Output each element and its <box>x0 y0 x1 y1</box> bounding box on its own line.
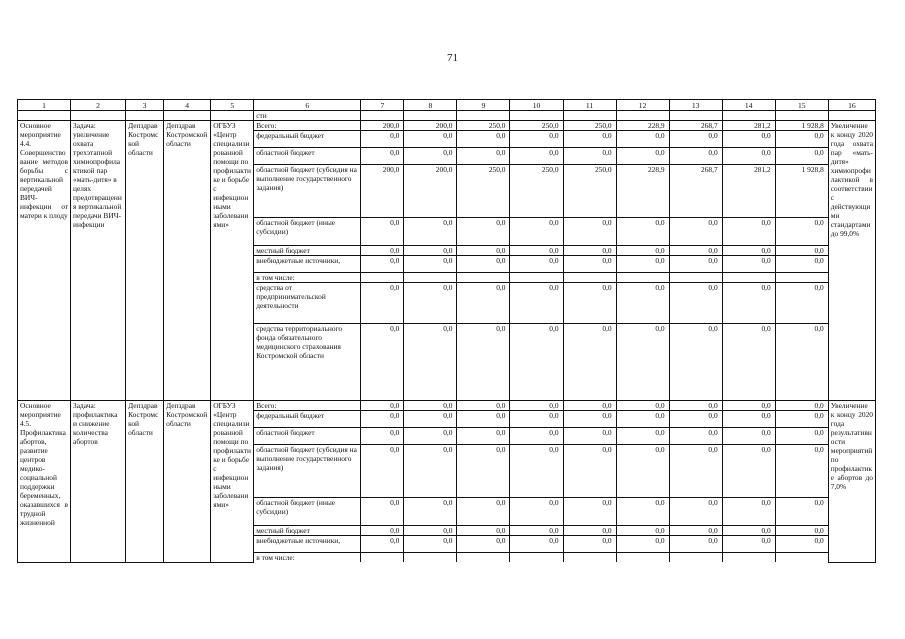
value-cell: 0,0 <box>510 428 563 445</box>
value-cell: 0,0 <box>563 283 616 324</box>
header-cell: 2 <box>71 100 126 111</box>
value-cell: 0,0 <box>361 445 404 498</box>
value-cell: 0,0 <box>457 256 510 273</box>
coexecutor-cell: Депздрав Костромской области <box>164 121 211 401</box>
carryover-cell <box>211 111 254 121</box>
value-cell: 0,0 <box>775 148 828 165</box>
value-cell: 0,0 <box>404 218 457 246</box>
funding-source-cell: внебюджетные источники, <box>254 256 361 273</box>
value-cell: 281,2 <box>722 165 775 218</box>
value-cell: 0,0 <box>669 428 722 445</box>
value-cell: 0,0 <box>722 445 775 498</box>
value-cell: 0,0 <box>361 401 404 411</box>
activity-cell: Основное мероприятие 4.5. Профилактика абортов, развитие центров медико-социальной поддержки беременных, оказавшихся в трудной жизненной <box>18 401 71 563</box>
carryover-cell <box>404 111 457 121</box>
value-cell: 0,0 <box>510 401 563 411</box>
value-cell <box>669 273 722 283</box>
value-cell: 0,0 <box>722 246 775 256</box>
value-cell: 0,0 <box>361 256 404 273</box>
funding-source-cell: областной бюджет (иные субсидии) <box>254 498 361 526</box>
value-cell: 200,0 <box>361 165 404 218</box>
value-cell: 0,0 <box>404 148 457 165</box>
value-cell <box>722 553 775 563</box>
value-cell: 0,0 <box>775 283 828 324</box>
value-cell: 0,0 <box>510 283 563 324</box>
value-cell: 0,0 <box>457 283 510 324</box>
value-cell: 0,0 <box>775 401 828 411</box>
participant-cell: ОГБУЗ «Центр специализированной помощи по профилактике и борьбе с инфекционными заболеваниями» <box>211 121 254 401</box>
value-cell <box>361 553 404 563</box>
value-cell: 200,0 <box>404 121 457 131</box>
value-cell: 0,0 <box>510 148 563 165</box>
carryover-cell <box>457 111 510 121</box>
task-cell: Задача: профилактика и снижение количества абортов <box>71 401 126 563</box>
value-cell: 0,0 <box>722 256 775 273</box>
funding-source-cell: в том числе: <box>254 273 361 283</box>
header-cell: 3 <box>126 100 164 111</box>
carryover-cell <box>722 111 775 121</box>
value-cell: 0,0 <box>669 148 722 165</box>
value-cell: 0,0 <box>775 246 828 256</box>
value-cell: 0,0 <box>563 246 616 256</box>
funding-source-cell: в том числе: <box>254 553 361 563</box>
value-cell: 0,0 <box>361 218 404 246</box>
value-cell: 0,0 <box>457 428 510 445</box>
value-cell: 0,0 <box>404 445 457 498</box>
executor-cell: Депздрав Костромской области <box>126 401 164 563</box>
coexecutor-cell: Депздрав Костромской области <box>164 401 211 563</box>
value-cell: 250,0 <box>510 165 563 218</box>
value-cell: 0,0 <box>457 498 510 526</box>
value-cell: 1 928,8 <box>775 165 828 218</box>
value-cell: 0,0 <box>616 498 669 526</box>
value-cell: 0,0 <box>510 498 563 526</box>
value-cell: 0,0 <box>404 401 457 411</box>
value-cell: 228,9 <box>616 121 669 131</box>
value-cell: 0,0 <box>457 411 510 428</box>
value-cell: 0,0 <box>722 428 775 445</box>
value-cell <box>616 553 669 563</box>
funding-source-cell: средства территориального фонда обязательного медицинского страхования Костромской области <box>254 324 361 401</box>
header-cell: 7 <box>361 100 404 111</box>
header-cell: 10 <box>510 100 563 111</box>
value-cell: 0,0 <box>722 411 775 428</box>
value-cell: 0,0 <box>669 256 722 273</box>
carryover-cell <box>18 111 71 121</box>
value-cell: 0,0 <box>616 218 669 246</box>
funding-source-cell: средства от предпринимательской деятельности <box>254 283 361 324</box>
value-cell <box>616 273 669 283</box>
header-cell: 11 <box>563 100 616 111</box>
carryover-cell <box>828 111 875 121</box>
value-cell: 0,0 <box>775 428 828 445</box>
value-cell: 0,0 <box>457 218 510 246</box>
value-cell: 0,0 <box>775 256 828 273</box>
value-cell: 0,0 <box>361 148 404 165</box>
value-cell: 0,0 <box>563 131 616 148</box>
value-cell: 0,0 <box>361 498 404 526</box>
executor-cell: Депздрав Костромской области <box>126 121 164 401</box>
value-cell: 0,0 <box>457 131 510 148</box>
value-cell: 0,0 <box>616 401 669 411</box>
value-cell: 0,0 <box>510 256 563 273</box>
value-cell: 250,0 <box>457 121 510 131</box>
value-cell: 0,0 <box>404 411 457 428</box>
value-cell: 0,0 <box>361 283 404 324</box>
value-cell: 0,0 <box>775 411 828 428</box>
carryover-cell <box>71 111 126 121</box>
activity-cell: Основное мероприятие 4.4. Совершенствование методов борьбы с вертикальной передачей ВИЧ-инфекции от матери к плоду <box>18 121 71 401</box>
value-cell: 0,0 <box>404 256 457 273</box>
header-cell: 13 <box>669 100 722 111</box>
value-cell: 0,0 <box>563 256 616 273</box>
value-cell: 0,0 <box>563 218 616 246</box>
value-cell: 0,0 <box>669 411 722 428</box>
value-cell <box>510 273 563 283</box>
funding-source-cell: областной бюджет (субсидия на выполнение государственного задания) <box>254 165 361 218</box>
value-cell: 0,0 <box>722 148 775 165</box>
value-cell: 0,0 <box>616 445 669 498</box>
value-cell: 0,0 <box>722 526 775 536</box>
value-cell: 0,0 <box>457 536 510 553</box>
result-cell: Увеличение к концу 2020 года охвата пар «мать-дитя» химиопрофилактикой в соответствии с действующими стандартами до 99,0% <box>828 121 875 401</box>
value-cell: 0,0 <box>457 324 510 401</box>
value-cell <box>775 273 828 283</box>
header-cell: 6 <box>254 100 361 111</box>
value-cell: 0,0 <box>775 131 828 148</box>
value-cell: 0,0 <box>722 536 775 553</box>
value-cell: 0,0 <box>510 131 563 148</box>
value-cell: 0,0 <box>563 498 616 526</box>
value-cell <box>775 553 828 563</box>
value-cell: 0,0 <box>457 401 510 411</box>
value-cell: 1 928,8 <box>775 121 828 131</box>
value-cell: 200,0 <box>404 165 457 218</box>
value-cell: 0,0 <box>563 428 616 445</box>
funding-source-cell: федеральный бюджет <box>254 131 361 148</box>
carryover-text: сти <box>254 111 361 121</box>
value-cell: 0,0 <box>616 536 669 553</box>
header-row <box>18 100 876 111</box>
value-cell: 0,0 <box>361 536 404 553</box>
carryover-cell <box>669 111 722 121</box>
carryover-cell <box>361 111 404 121</box>
carryover-cell <box>126 111 164 121</box>
value-cell: 0,0 <box>669 536 722 553</box>
value-cell: 0,0 <box>669 526 722 536</box>
value-cell: 0,0 <box>669 498 722 526</box>
result-cell: Увеличение к концу 2020 года результативности мероприятий по профилактике абортов до 7,0% <box>828 401 875 563</box>
header-cell: 15 <box>775 100 828 111</box>
value-cell: 0,0 <box>361 526 404 536</box>
value-cell: 250,0 <box>510 121 563 131</box>
header-cell: 14 <box>722 100 775 111</box>
value-cell <box>669 553 722 563</box>
funding-source-cell: Всего: <box>254 121 361 131</box>
funding-source-cell: областной бюджет <box>254 428 361 445</box>
value-cell: 0,0 <box>361 246 404 256</box>
carryover-cell <box>563 111 616 121</box>
value-cell: 0,0 <box>722 324 775 401</box>
value-cell <box>457 273 510 283</box>
value-cell: 0,0 <box>722 401 775 411</box>
funding-source-cell: Всего: <box>254 401 361 411</box>
value-cell: 0,0 <box>722 131 775 148</box>
value-cell: 268,7 <box>669 121 722 131</box>
value-cell: 0,0 <box>669 218 722 246</box>
value-cell: 0,0 <box>510 218 563 246</box>
value-cell: 200,0 <box>361 121 404 131</box>
value-cell: 250,0 <box>563 121 616 131</box>
header-cell: 16 <box>828 100 875 111</box>
funding-source-cell: федеральный бюджет <box>254 411 361 428</box>
budget-table <box>17 99 876 563</box>
value-cell: 0,0 <box>775 498 828 526</box>
value-cell: 0,0 <box>563 536 616 553</box>
value-cell <box>563 273 616 283</box>
value-cell: 0,0 <box>563 411 616 428</box>
value-cell: 0,0 <box>563 526 616 536</box>
value-cell: 0,0 <box>616 283 669 324</box>
value-cell: 0,0 <box>404 526 457 536</box>
value-cell: 0,0 <box>510 526 563 536</box>
value-cell: 0,0 <box>616 246 669 256</box>
value-cell <box>457 553 510 563</box>
value-cell: 0,0 <box>775 445 828 498</box>
table-row <box>18 401 876 411</box>
table-row <box>18 121 876 131</box>
header-cell: 9 <box>457 100 510 111</box>
value-cell: 0,0 <box>775 218 828 246</box>
value-cell: 0,0 <box>722 283 775 324</box>
carryover-cell <box>775 111 828 121</box>
page-number: 71 <box>447 52 458 64</box>
value-cell: 0,0 <box>404 428 457 445</box>
value-cell: 0,0 <box>775 536 828 553</box>
value-cell: 0,0 <box>616 411 669 428</box>
value-cell: 0,0 <box>722 498 775 526</box>
value-cell: 0,0 <box>669 246 722 256</box>
value-cell: 0,0 <box>669 401 722 411</box>
funding-source-cell: областной бюджет (иные субсидии) <box>254 218 361 246</box>
header-cell: 4 <box>164 100 211 111</box>
funding-source-cell: областной бюджет <box>254 148 361 165</box>
value-cell <box>563 553 616 563</box>
funding-source-cell: местный бюджет <box>254 246 361 256</box>
value-cell: 281,2 <box>722 121 775 131</box>
value-cell: 0,0 <box>404 131 457 148</box>
value-cell: 0,0 <box>361 324 404 401</box>
funding-source-cell: внебюджетные источники, <box>254 536 361 553</box>
value-cell: 0,0 <box>563 148 616 165</box>
value-cell <box>722 273 775 283</box>
value-cell <box>404 273 457 283</box>
funding-source-cell: областной бюджет (субсидия на выполнение государственного задания) <box>254 445 361 498</box>
value-cell: 0,0 <box>361 131 404 148</box>
value-cell: 0,0 <box>616 526 669 536</box>
value-cell: 0,0 <box>616 324 669 401</box>
value-cell: 0,0 <box>616 131 669 148</box>
value-cell: 250,0 <box>563 165 616 218</box>
value-cell: 0,0 <box>510 536 563 553</box>
value-cell <box>510 553 563 563</box>
value-cell: 0,0 <box>563 445 616 498</box>
value-cell: 0,0 <box>510 411 563 428</box>
value-cell: 0,0 <box>404 498 457 526</box>
value-cell: 0,0 <box>404 283 457 324</box>
value-cell: 0,0 <box>563 401 616 411</box>
value-cell: 0,0 <box>510 445 563 498</box>
value-cell: 0,0 <box>616 256 669 273</box>
value-cell: 268,7 <box>669 165 722 218</box>
value-cell: 0,0 <box>722 218 775 246</box>
value-cell: 0,0 <box>616 148 669 165</box>
value-cell: 0,0 <box>510 324 563 401</box>
value-cell: 0,0 <box>510 246 563 256</box>
value-cell: 0,0 <box>457 148 510 165</box>
header-cell: 5 <box>211 100 254 111</box>
value-cell: 0,0 <box>669 324 722 401</box>
value-cell: 250,0 <box>457 165 510 218</box>
value-cell: 228,9 <box>616 165 669 218</box>
carryover-cell <box>164 111 211 121</box>
value-cell: 0,0 <box>616 428 669 445</box>
value-cell: 0,0 <box>457 445 510 498</box>
carryover-cell <box>510 111 563 121</box>
value-cell: 0,0 <box>404 246 457 256</box>
value-cell: 0,0 <box>563 324 616 401</box>
value-cell: 0,0 <box>669 445 722 498</box>
funding-source-cell: местный бюджет <box>254 526 361 536</box>
value-cell: 0,0 <box>775 526 828 536</box>
value-cell: 0,0 <box>404 536 457 553</box>
value-cell: 0,0 <box>361 411 404 428</box>
value-cell: 0,0 <box>775 324 828 401</box>
value-cell: 0,0 <box>404 324 457 401</box>
value-cell <box>404 553 457 563</box>
header-cell: 1 <box>18 100 71 111</box>
participant-cell: ОГБУЗ «Центр специализированной помощи по профилактике и борьбе с инфекционными заболеваниями» <box>211 401 254 563</box>
value-cell <box>361 273 404 283</box>
value-cell: 0,0 <box>457 526 510 536</box>
value-cell: 0,0 <box>669 131 722 148</box>
value-cell: 0,0 <box>361 428 404 445</box>
task-cell: Задача: увеличение охвата трехэтапной химиопрофилактикой пар «мать-дитя» в целях предотвращения вертикальной передачи ВИЧ-инфекции <box>71 121 126 401</box>
value-cell: 0,0 <box>457 246 510 256</box>
carryover-cell <box>616 111 669 121</box>
header-cell: 12 <box>616 100 669 111</box>
value-cell: 0,0 <box>669 283 722 324</box>
carryover-row <box>18 111 876 121</box>
header-cell: 8 <box>404 100 457 111</box>
